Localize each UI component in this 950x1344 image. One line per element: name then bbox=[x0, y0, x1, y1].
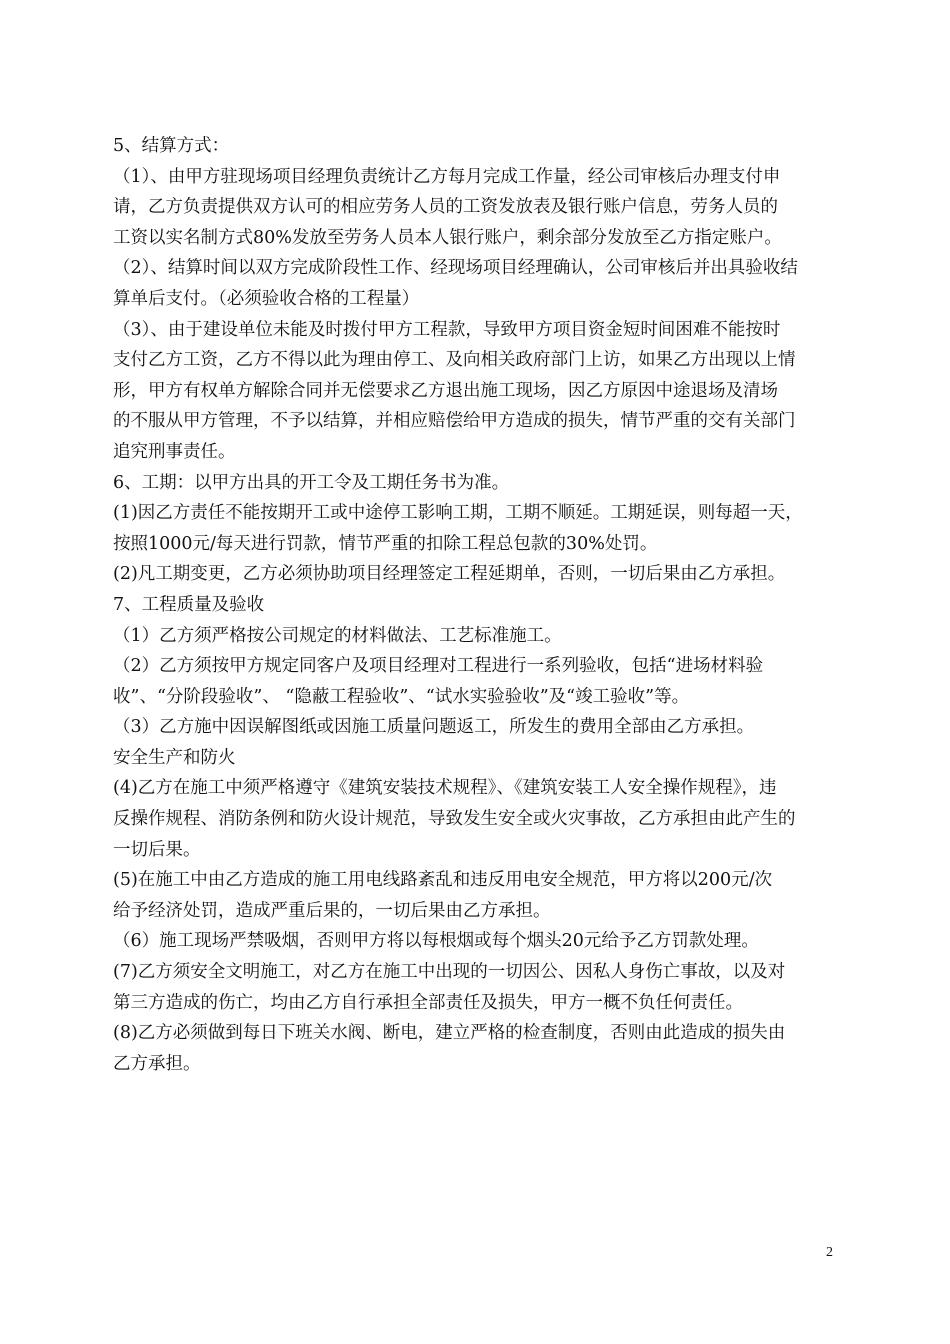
text-line: (1)因乙方责任不能按期开工或中途停工影响工期，工期不顺延。工期延误，则每超一天， bbox=[113, 503, 803, 524]
text-line: 第三方造成的伤亡，均由乙方自行承担全部责任及损失，甲方一概不负任何责任。 bbox=[113, 992, 743, 1013]
text-line: 工资以实名制方式80%发放至劳务人员本人银行账户，剩余部分发放至乙方指定账户。 bbox=[113, 227, 782, 248]
text-line: 支付乙方工资，乙方不得以此为理由停工、及向相关政府部门上访，如果乙方出现以上情 bbox=[113, 350, 796, 371]
text-line: （1）乙方须严格按公司规定的材料做法、工艺标准施工。 bbox=[113, 625, 562, 646]
text-line: 按照1000元/每天进行罚款，情节严重的扣除工程总包款的30%处罚。 bbox=[113, 533, 658, 554]
text-line: 收”、“分阶段验收”、 “隐蔽工程验收”、“试水实验验收”及“竣工验收”等。 bbox=[113, 686, 690, 707]
section-7-heading: 7、工程质量及验收 bbox=[113, 594, 265, 615]
section-5-heading: 5、结算方式： bbox=[113, 136, 230, 156]
safety-heading: 安全生产和防火 bbox=[113, 747, 236, 768]
text-line: （3）、由于建设单位未能及时拨付甲方工程款，导致甲方项目资金短时间困难不能按时 bbox=[113, 319, 781, 340]
text-line: （2）乙方须按甲方规定同客户及项目经理对工程进行一系列验收，包括“进场材料验 bbox=[113, 656, 764, 677]
text-line: 请，乙方负责提供双方认可的相应劳务人员的工资发放表及银行账户信息，劳务人员的 bbox=[113, 197, 778, 218]
text-line: 算单后支付。（必须验收合格的工程量） bbox=[113, 288, 420, 309]
text-line: 反操作规程、消防条例和防火设计规范，导致发生安全或火灾事故，乙方承担由此产生的 bbox=[113, 809, 796, 830]
text-line: 的不服从甲方管理，不予以结算，并相应赔偿给甲方造成的损失，情节严重的交有关部门 bbox=[113, 411, 796, 432]
document-body bbox=[113, 131, 838, 1079]
text-line: （6）施工现场严禁吸烟，否则甲方将以每根烟或每个烟头20元给予乙方罚款处理。 bbox=[113, 931, 759, 952]
text-line: (5)在施工中由乙方造成的施工用电线路紊乱和违反用电安全规范，甲方将以200元/次 bbox=[113, 870, 773, 891]
text-line: 形，甲方有权单方解除合同并无偿要求乙方退出施工现场，因乙方原因中途退场及清场 bbox=[113, 380, 778, 401]
text-line: (2)凡工期变更，乙方必须协助项目经理签定工程延期单，否则，一切后果由乙方承担。 bbox=[113, 564, 786, 585]
page-number: 2 bbox=[826, 1245, 833, 1260]
text-line: (7)乙方须安全文明施工，对乙方在施工中出现的一切因公、因私人身伤亡事故，以及对 bbox=[113, 962, 786, 983]
text-line: （3）乙方施中因误解图纸或因施工质量问题返工，所发生的费用全部由乙方承担。 bbox=[113, 717, 755, 738]
text-line: 给予经济处罚，造成严重后果的，一切后果由乙方承担。 bbox=[113, 900, 551, 921]
text-line: 一切后果。 bbox=[113, 839, 201, 860]
section-6-heading: 6、工期：以甲方出具的开工令及工期任务书为准。 bbox=[113, 472, 510, 493]
text-line: （2）、结算时间以双方完成阶段性工作、经现场项目经理确认，公司审核后并出具验收结 bbox=[113, 258, 798, 279]
text-line: （1）、由甲方驻现场项目经理负责统计乙方每月完成工作量，经公司审核后办理支付申 bbox=[113, 166, 781, 187]
text-line: (4)乙方在施工中须严格遵守《建筑安装技术规程》、《建筑安装工人安全操作规程》，违 bbox=[113, 778, 777, 799]
text-line: 乙方承担。 bbox=[113, 1053, 201, 1074]
text-line: (8)乙方必须做到每日下班关水阀、断电，建立严格的检查制度，否则由此造成的损失由 bbox=[113, 1023, 786, 1044]
text-line: 追究刑事责任。 bbox=[113, 441, 236, 462]
